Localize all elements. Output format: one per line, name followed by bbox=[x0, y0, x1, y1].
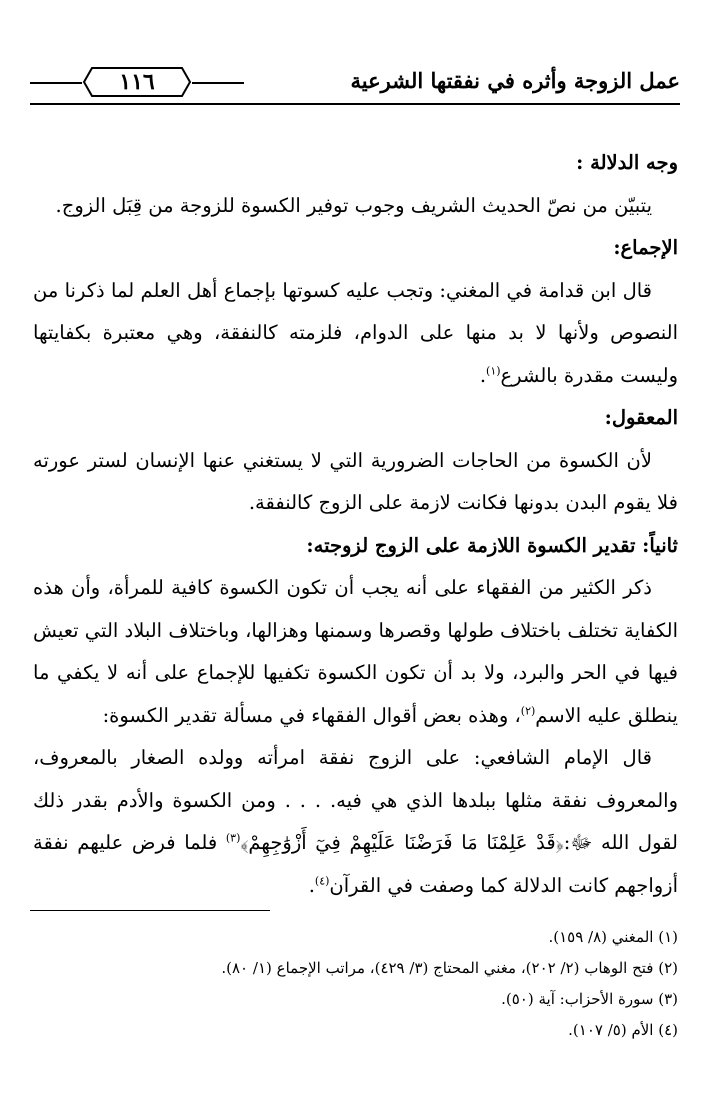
page-number-line-right bbox=[192, 82, 244, 84]
paragraph-shafii-text-2: فلما فرض عليهم نفقة أزواجهم كانت الدلالة كما وصفت في القرآن bbox=[33, 831, 678, 897]
paragraph-shafii-text: قال الإمام الشافعي: على الزوج نفقة امرأته وولده الصغار بالمعروف، والمعروف نفقة مثلها ببلدها الذي هي فيه. . . . ومن الكسوة والأدم بقدر ذلك لقول الله ﷻ: bbox=[33, 746, 678, 854]
footnote-1: (١) المغني (٨/ ١٥٩). bbox=[548, 928, 678, 946]
paragraph-evidence: يتبيّن من نصّ الحديث الشريف وجوب توفير الكسوة للزوجة من قِبَل الزوج. bbox=[55, 193, 652, 217]
footnote-ref-4: (٤) bbox=[314, 874, 330, 887]
running-title: عمل الزوجة وأثره في نفقتها الشرعية bbox=[350, 68, 680, 93]
footnotes bbox=[30, 922, 678, 1046]
paragraph-consensus bbox=[33, 270, 678, 398]
footnote-2: (٢) فتح الوهاب (٢/ ٢٠٢)، مغني المحتاج (٣/ ٤٢٩)، مراتب الإجماع (١/ ٨٠). bbox=[221, 959, 678, 977]
page-number: ١١٦ bbox=[119, 69, 155, 95]
page-number-line-left bbox=[30, 82, 82, 84]
footnote-separator bbox=[30, 910, 270, 911]
paragraph-jurists bbox=[33, 567, 678, 737]
paragraph-shafii-end: . bbox=[308, 873, 315, 897]
heading-consensus: الإجماع: bbox=[613, 236, 678, 259]
paragraph-jurists-end: ، وهذه بعض أقوال الفقهاء في مسألة تقدير الكسوة: bbox=[102, 703, 521, 727]
paragraph-jurists-text: ذكر الكثير من الفقهاء على أنه يجب أن تكون الكسوة كافية للمرأة، وأن هذه الكفاية تختلف باختلاف طولها وقصرها وسمنها وهزالها، وباختلاف البلاد التي تعيش فيها في الحر والبرد، ولا بد أن تكون الكسوة تكفيها للإجماع على أنه لا يكفي ما ينطلق عليه الاسم bbox=[33, 576, 678, 727]
footnote-3: (٣) سورة الأحزاب: آية (٥٠). bbox=[501, 990, 678, 1008]
heading-evidence: وجه الدلالة : bbox=[576, 151, 678, 174]
footnote-ref-3: (٣) bbox=[225, 831, 241, 845]
paragraph-shafii bbox=[33, 737, 678, 907]
paragraph-reason: لأن الكسوة من الحاجات الضرورية التي لا يستغني عنها الإنسان لستر عورته فلا يقوم البدن بدونها فكانت لازمة على الزوج كالنفقة. bbox=[33, 448, 678, 514]
footnote-ref-2: (٢) bbox=[520, 704, 536, 717]
footnote-4: (٤) الأم (٥/ ١٠٧). bbox=[568, 1021, 678, 1039]
page-header bbox=[30, 62, 680, 106]
main-text bbox=[33, 142, 678, 907]
heading-clothing-estimation: ثانياً: تقدير الكسوة اللازمة على الزوج لزوجته: bbox=[306, 533, 678, 557]
paragraph-consensus-end: . bbox=[479, 363, 487, 387]
heading-reason: المعقول: bbox=[604, 406, 678, 429]
quran-verse: ﴿قَدْ عَلِمْنَا مَا فَرَضْنَا عَلَيْهِمْ فِيٓ أَزْوَٰجِهِمْ﴾ bbox=[240, 831, 564, 854]
paragraph-consensus-text: قال ابن قدامة في المغني: وتجب عليه كسوتها بإجماع أهل العلم لما ذكرنا من النصوص ولأنها لا بد منها على الدوام، فلزمته كالنفقة، وهي معتبرة بكفايتها وليست مقدرة بالشرع bbox=[33, 278, 678, 387]
footnote-ref-1: (١) bbox=[486, 364, 501, 377]
header-rule bbox=[30, 103, 680, 105]
